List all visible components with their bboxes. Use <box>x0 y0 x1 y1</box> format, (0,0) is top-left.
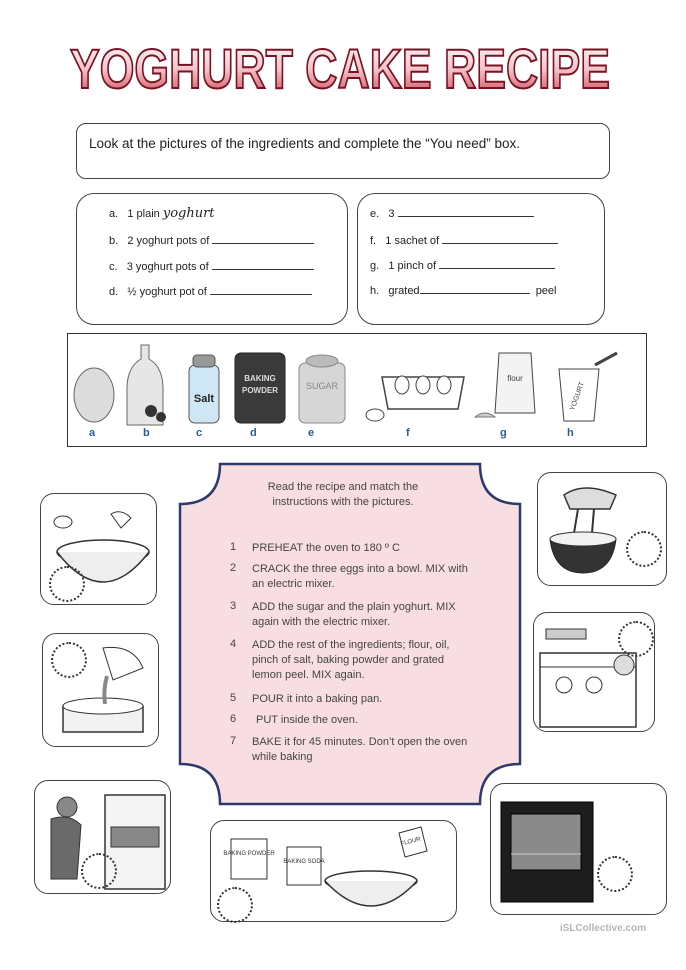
title-text: YOGHURT CAKE RECIPE <box>70 37 610 100</box>
step-text: ADD the sugar and the plain yoghurt. MIX again with the electric mixer. <box>252 601 456 628</box>
ingredient-label-d: d <box>250 427 257 439</box>
olive-icon <box>156 412 166 422</box>
need-text: 2 yoghurt pots of <box>127 235 210 247</box>
ingredient-label-c: c <box>196 427 203 439</box>
picture-crack-eggs <box>40 493 157 605</box>
step-text: PUT inside the oven. <box>256 714 358 726</box>
need-letter: c. <box>109 261 118 273</box>
olive-icon <box>145 405 157 417</box>
instruction-text: Look at the pictures of the ingredients and complete the “You need” box. <box>89 136 521 151</box>
baking-label: BAKING <box>244 374 276 383</box>
ingredient-label-a: a <box>89 427 96 439</box>
flour-bag-icon <box>495 353 535 413</box>
step-number: 7 <box>230 735 237 747</box>
salt-label: Salt <box>193 393 215 405</box>
need-letter: d. <box>109 286 119 298</box>
need-text: 3 yoghurt pots of <box>126 261 209 273</box>
answer-circle[interactable] <box>626 531 662 567</box>
ingredient-label-f: f <box>406 427 410 439</box>
need-item-g <box>370 258 555 272</box>
need-text: ½ yoghurt pot of <box>127 286 207 298</box>
answer-blank[interactable] <box>210 284 312 295</box>
step-text: PREHEAT the oven to 180 º C <box>252 542 400 554</box>
answer-blank[interactable] <box>212 259 314 270</box>
flour-label: flour <box>507 374 523 383</box>
instruction-box <box>76 123 610 179</box>
step-number: 1 <box>230 541 237 553</box>
need-item-f <box>370 233 558 247</box>
toaster-oven-icon <box>491 784 666 914</box>
ingredient-label-e: e <box>308 427 315 439</box>
step-text: CRACK the three eggs into a bowl. MIX with an electric mixer. <box>252 563 468 590</box>
egg-icon <box>366 409 384 421</box>
need-suffix: peel <box>535 285 557 297</box>
step-number: 2 <box>230 562 237 574</box>
need-item-b <box>109 233 314 247</box>
worksheet-title <box>60 30 620 105</box>
answer-blank[interactable] <box>442 233 558 244</box>
step-number: 5 <box>230 692 237 704</box>
picture-pour-pan <box>42 633 159 747</box>
need-letter: h. <box>370 285 380 297</box>
answer-blank[interactable] <box>212 233 314 244</box>
answer-circle[interactable] <box>618 621 654 657</box>
need-item-c <box>109 259 314 273</box>
picture-add-ingredients <box>210 820 457 922</box>
picture-oven-dial <box>533 612 655 732</box>
step-number: 6 <box>230 713 237 725</box>
electric-mixer-icon <box>538 473 666 585</box>
need-letter: a. <box>109 208 119 220</box>
ingredient-pictures <box>67 333 645 445</box>
need-letter: g. <box>370 260 380 272</box>
need-item-a <box>109 206 215 221</box>
recipe-intro: Read the recipe and match the instructions with the pictures. <box>267 481 419 508</box>
step-text: BAKE it for 45 minutes. Don’t open the oven while baking <box>252 736 468 763</box>
powder-label: POWDER <box>242 386 278 395</box>
answer-circle[interactable] <box>49 566 85 602</box>
step-text: POUR it into a baking pan. <box>252 693 383 705</box>
answer-blank[interactable] <box>398 206 534 217</box>
need-letter: e. <box>370 208 380 220</box>
sugar-jar-icon <box>299 363 345 423</box>
need-item-h <box>370 283 556 297</box>
answer-circle[interactable] <box>81 853 117 889</box>
answer-circle[interactable] <box>597 856 633 892</box>
you-need-box-right <box>357 193 605 325</box>
ingredient-label-b: b <box>143 427 150 439</box>
picture-put-in-oven <box>34 780 171 894</box>
need-letter: b. <box>109 235 119 247</box>
answer-blank[interactable] <box>420 283 530 294</box>
need-text: 1 pinch of <box>388 260 437 272</box>
step-number: 3 <box>230 600 237 612</box>
handwritten-answer: yoghurt <box>162 206 215 221</box>
answer-circle[interactable] <box>51 642 87 678</box>
step-text: ADD the rest of the ingredients; flour, oil, pinch of salt, baking powder and grated lemon peel. MIX again. <box>252 639 450 681</box>
need-item-e <box>370 206 534 220</box>
need-text: grated <box>388 285 420 297</box>
answer-circle[interactable] <box>217 887 253 923</box>
sugar-label: SUGAR <box>305 381 339 391</box>
picture-bake-oven <box>490 783 667 915</box>
ingredient-label-g: g <box>500 427 507 439</box>
need-letter: f. <box>370 235 377 247</box>
flour-bag-text: FLOUR <box>400 836 422 848</box>
you-need-box-left <box>76 193 348 325</box>
need-text: 3 <box>388 208 395 220</box>
answer-blank[interactable] <box>439 258 555 269</box>
baking-powder-text: BAKING POWDER <box>223 851 275 857</box>
picture-electric-mixer <box>537 472 667 586</box>
need-text: 1 plain <box>127 208 160 220</box>
yoghurt-label: YOGURT <box>569 381 586 412</box>
step-number: 4 <box>230 638 237 650</box>
need-text: 1 sachet of <box>385 235 440 247</box>
baking-soda-text: BAKING SODA <box>283 859 325 865</box>
oil-bottle-icon <box>127 345 163 425</box>
site-watermark: iSLCollective.com <box>559 923 646 934</box>
ingredient-label-h: h <box>567 427 574 439</box>
lemon-icon <box>74 368 114 422</box>
need-item-d <box>109 284 312 298</box>
